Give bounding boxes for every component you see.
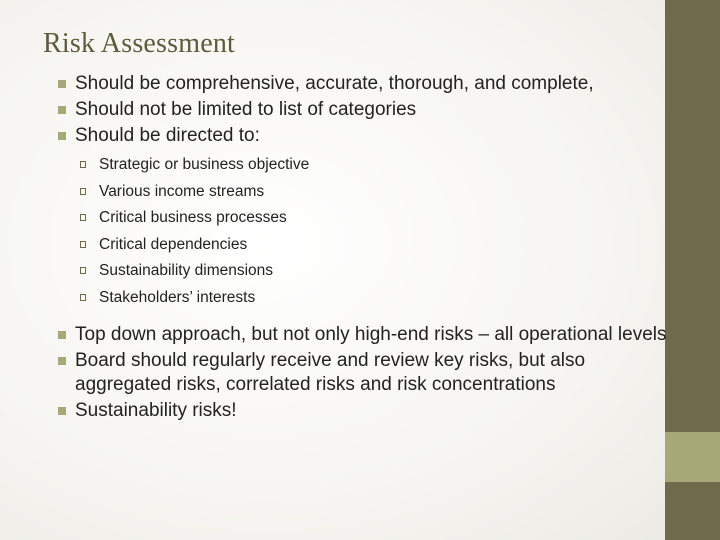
sidebar-accent-block: [665, 432, 720, 482]
sub-bullet-text: Critical dependencies: [99, 235, 248, 253]
hollow-square-bullet-icon: [80, 267, 86, 274]
square-bullet-icon: [58, 132, 66, 140]
hollow-square-bullet-icon: [80, 214, 86, 221]
bullet-text: Board should regularly receive and review key risks, but also aggregated risks, correlated risks and risk concentrations: [75, 350, 586, 395]
bullet-item: [58, 124, 668, 148]
sub-bullet-item: [80, 258, 668, 285]
slide-content: [58, 72, 668, 425]
sub-bullet-item: [80, 232, 668, 259]
hollow-square-bullet-icon: [80, 241, 86, 248]
bullet-text: Top down approach, but not only high-end risks – all operational levels: [75, 324, 667, 345]
sub-bullet-item: [80, 205, 668, 232]
square-bullet-icon: [58, 80, 66, 88]
bullet-text: Should be directed to:: [75, 125, 260, 146]
hollow-square-bullet-icon: [80, 188, 86, 195]
bullet-text: Should not be limited to list of categories: [75, 99, 417, 120]
sub-bullet-text: Critical business processes: [99, 209, 287, 226]
square-bullet-icon: [58, 357, 66, 365]
slide-title: Risk Assessment: [43, 28, 236, 59]
square-bullet-icon: [58, 407, 66, 415]
bullet-item: [58, 399, 668, 423]
bullet-text: Sustainability risks!: [75, 400, 237, 421]
hollow-square-bullet-icon: [80, 294, 86, 301]
bullet-item: [58, 323, 668, 347]
square-bullet-icon: [58, 331, 66, 339]
sub-bullet-text: Stakeholders’ interests: [99, 288, 256, 306]
bullet-item: [58, 72, 668, 96]
bullet-text: Should be comprehensive, accurate, thorough, and complete,: [75, 73, 594, 94]
sub-bullet-text: Various income streams: [99, 182, 265, 200]
sub-bullet-item: [80, 285, 668, 312]
sub-bullet-item: [80, 152, 668, 179]
bullet-item: [58, 98, 668, 122]
sub-bullet-text: Sustainability dimensions: [99, 262, 274, 279]
bullet-item: [58, 349, 668, 397]
sub-bullet-text: Strategic or business objective: [99, 156, 310, 173]
square-bullet-icon: [58, 106, 66, 114]
sub-bullet-list: [80, 152, 668, 311]
hollow-square-bullet-icon: [80, 161, 86, 168]
sub-bullet-item: [80, 179, 668, 206]
